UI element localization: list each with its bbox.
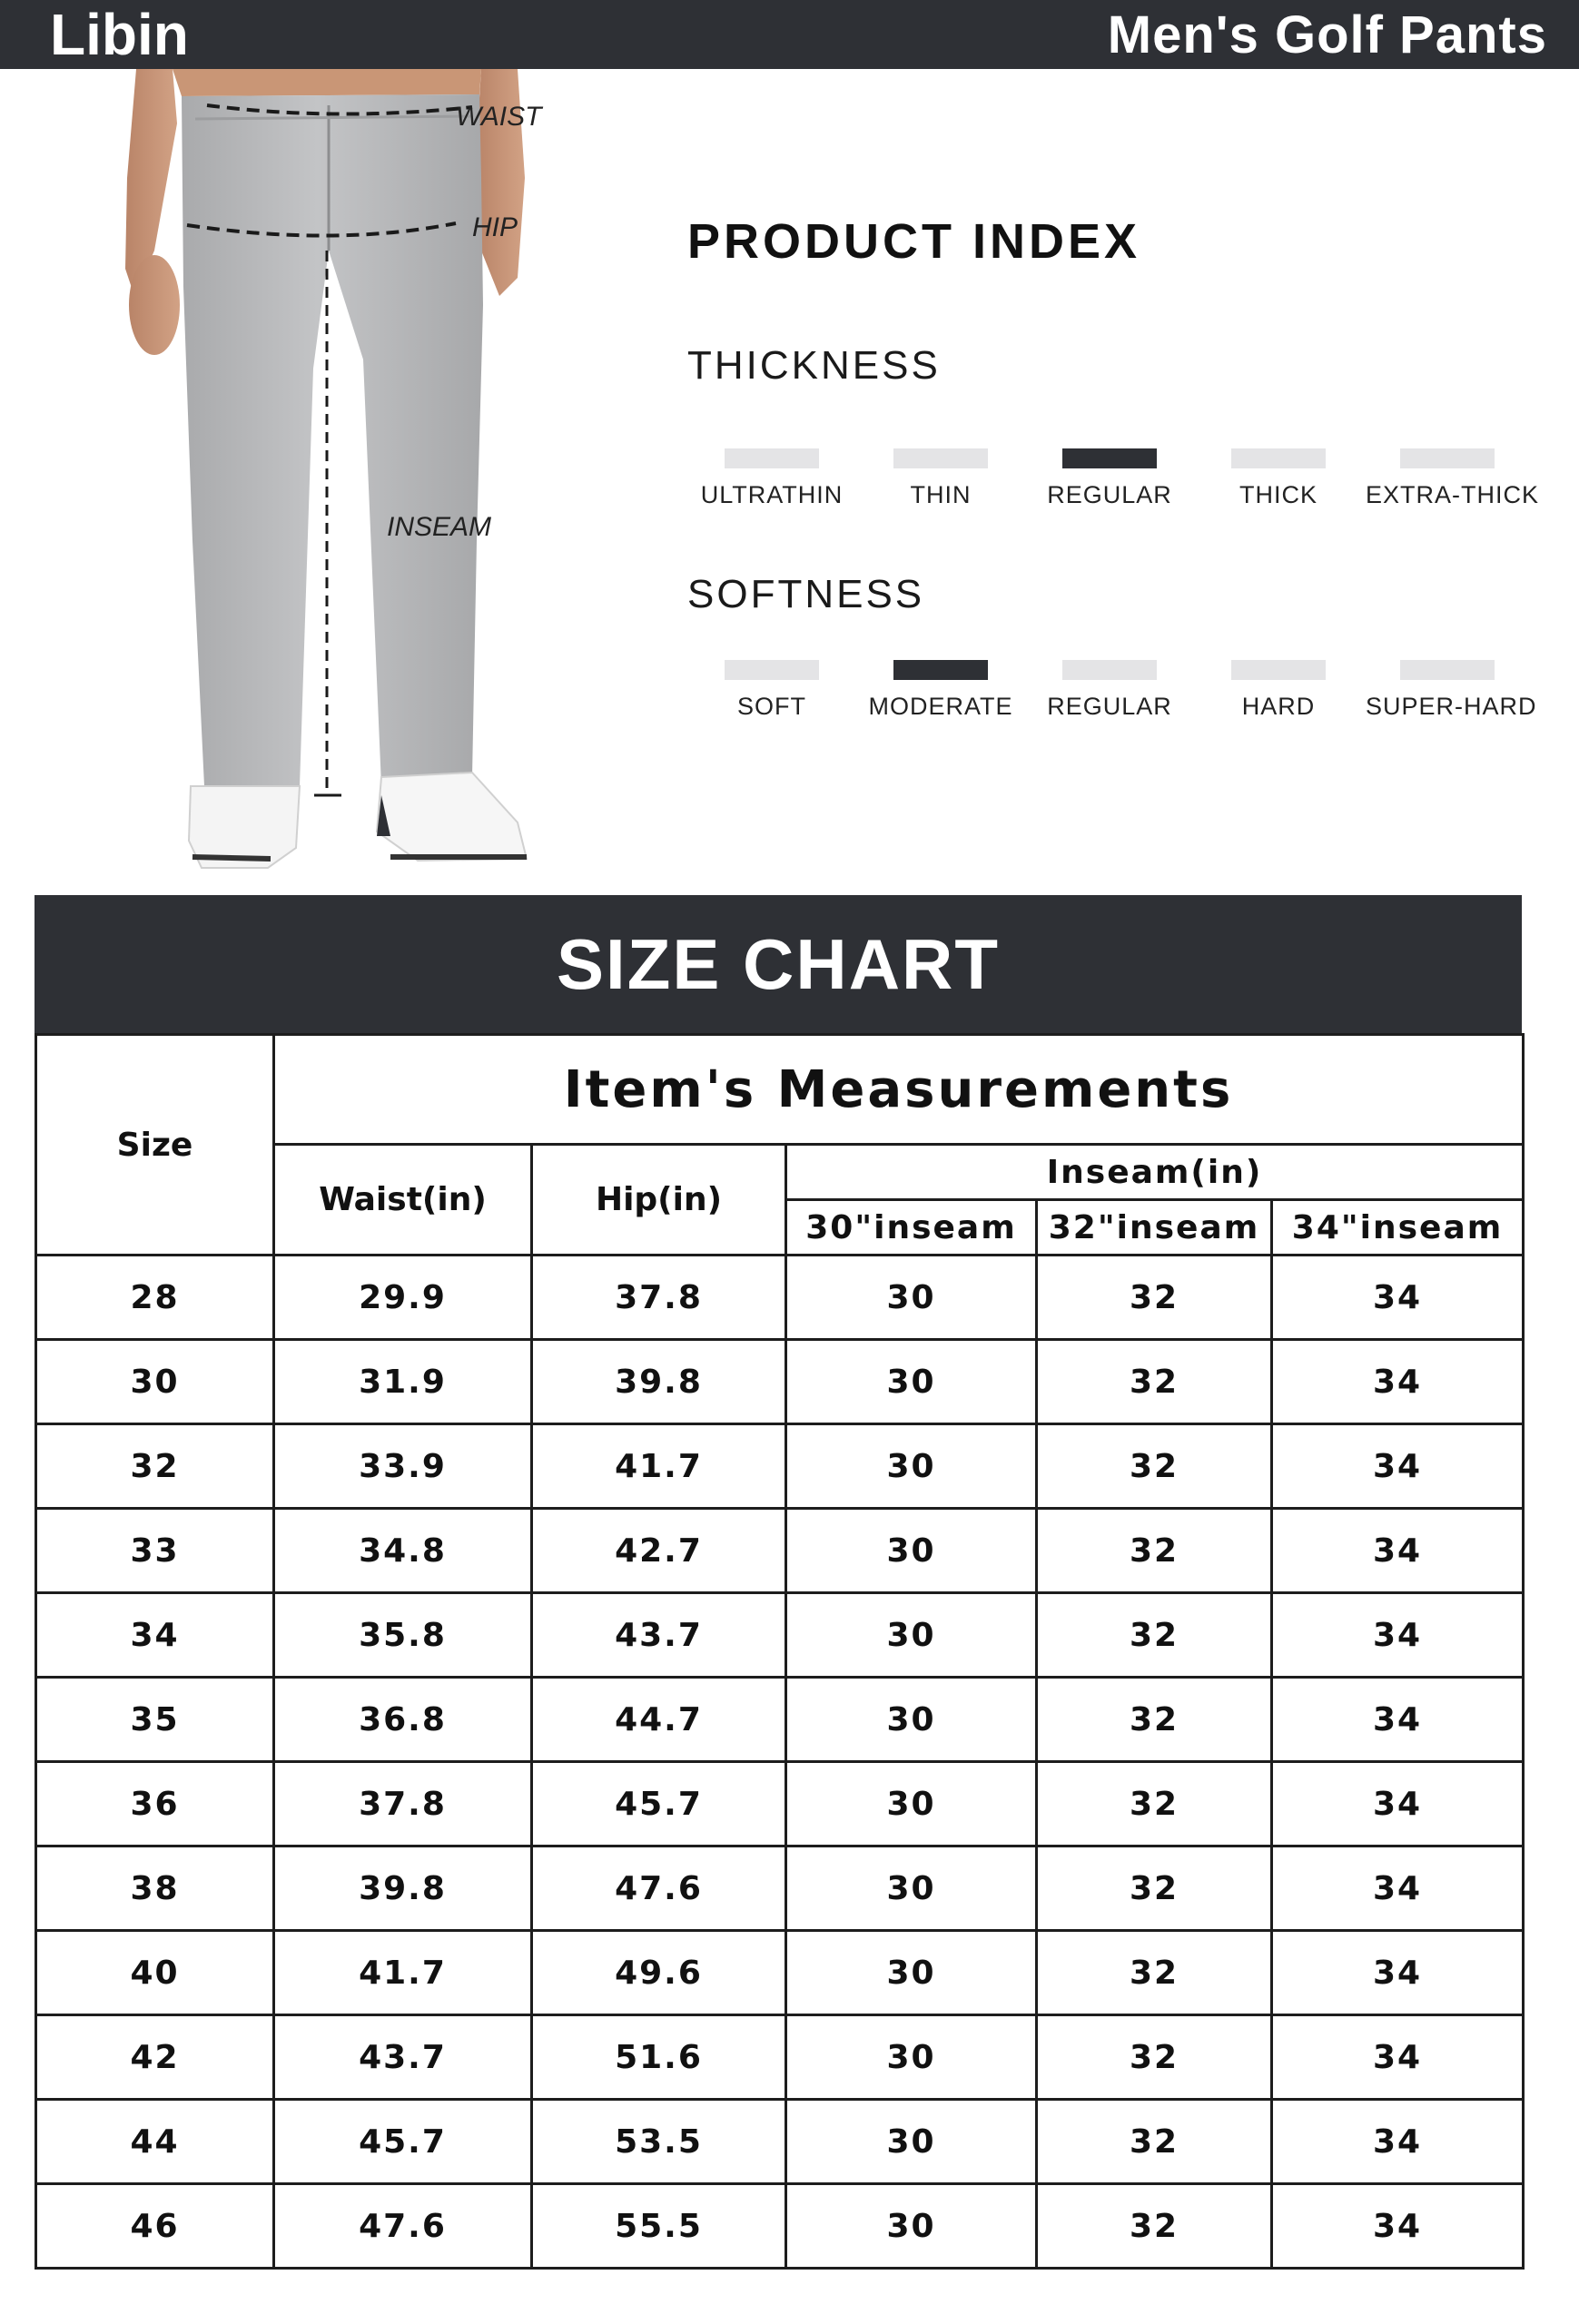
- thickness-option-label: ULTRATHIN: [700, 481, 844, 508]
- size-cell: 42: [36, 2015, 274, 2100]
- inseam-32-cell: 32: [1037, 1256, 1272, 1340]
- inseam-30-cell: 30: [786, 1509, 1037, 1593]
- thickness-level-bar: [893, 448, 988, 468]
- softness-scale: [690, 660, 1544, 742]
- softness-level-bar: [893, 660, 988, 680]
- product-index-title: PRODUCT INDEX: [687, 214, 1141, 269]
- inseam-34-cell: 34: [1272, 1593, 1524, 1678]
- inseam-30-cell: 30: [786, 1762, 1037, 1846]
- size-cell: 33: [36, 1509, 274, 1593]
- thickness-scale: [690, 448, 1544, 530]
- thickness-level-bar: [725, 448, 819, 468]
- size-cell: 44: [36, 2100, 274, 2184]
- size-cell: 35: [36, 1678, 274, 1762]
- waist-label: WAIST: [456, 102, 542, 132]
- waist-cell: 33.9: [274, 1424, 532, 1509]
- inseam-34-cell: 34: [1272, 1762, 1524, 1846]
- table-row: [36, 1509, 1524, 1593]
- inseam-30-cell: 30: [786, 1846, 1037, 1931]
- thickness-option-label: THICK: [1239, 481, 1317, 508]
- inseam-32-cell: 32: [1037, 1931, 1272, 2015]
- softness-level-bar: [1231, 660, 1326, 680]
- inseam-30-cell: 30: [786, 1256, 1037, 1340]
- inseam-34-cell: 34: [1272, 1256, 1524, 1340]
- inseam-30-cell: 30: [786, 2015, 1037, 2100]
- inseam-30-cell: 30: [786, 2184, 1037, 2269]
- softness-title: SOFTNESS: [687, 572, 925, 616]
- inseam-34-cell: 34: [1272, 1678, 1524, 1762]
- softness-option-label: SUPER-HARD: [1366, 693, 1537, 720]
- thickness-level-bar: [1231, 448, 1326, 468]
- hip-cell: 42.7: [532, 1509, 786, 1593]
- hip-cell: 39.8: [532, 1340, 786, 1424]
- inseam-32-header: 32"inseam: [1037, 1200, 1272, 1256]
- inseam-32-cell: 32: [1037, 1509, 1272, 1593]
- table-row: [36, 1678, 1524, 1762]
- inseam-34-cell: 34: [1272, 1846, 1524, 1931]
- table-row: [36, 1593, 1524, 1678]
- thickness-option: [690, 448, 854, 509]
- waist-cell: 47.6: [274, 2184, 532, 2269]
- hip-cell: 43.7: [532, 1593, 786, 1678]
- inseam-30-cell: 30: [786, 1340, 1037, 1424]
- hip-cell: 53.5: [532, 2100, 786, 2184]
- inseam-34-cell: 34: [1272, 1340, 1524, 1424]
- size-cell: 38: [36, 1846, 274, 1931]
- table-row: [36, 1424, 1524, 1509]
- inseam-30-cell: 30: [786, 1593, 1037, 1678]
- softness-option-label: SOFT: [737, 693, 806, 720]
- inseam-30-cell: 30: [786, 2100, 1037, 2184]
- inseam-30-cell: 30: [786, 1424, 1037, 1509]
- inseam-34-cell: 34: [1272, 2015, 1524, 2100]
- waist-cell: 36.8: [274, 1678, 532, 1762]
- hip-cell: 37.8: [532, 1256, 786, 1340]
- hip-cell: 45.7: [532, 1762, 786, 1846]
- size-table-body: [36, 1256, 1524, 2269]
- waist-cell: 43.7: [274, 2015, 532, 2100]
- softness-level-bar: [1062, 660, 1157, 680]
- thickness-option-label: THIN: [910, 481, 972, 508]
- thickness-option: [1366, 448, 1540, 509]
- size-cell: 28: [36, 1256, 274, 1340]
- size-chart: [35, 895, 1522, 2270]
- thickness-option-label: EXTRA-THICK: [1366, 481, 1540, 508]
- inseam-32-cell: 32: [1037, 1424, 1272, 1509]
- inseam-34-cell: 34: [1272, 1424, 1524, 1509]
- hip-cell: 47.6: [532, 1846, 786, 1931]
- inseam-32-cell: 32: [1037, 1340, 1272, 1424]
- size-cell: 36: [36, 1762, 274, 1846]
- table-row: [36, 1931, 1524, 2015]
- softness-option: [1366, 660, 1537, 721]
- size-cell: 32: [36, 1424, 274, 1509]
- inseam-34-header: 34"inseam: [1272, 1200, 1524, 1256]
- thickness-level-bar: [1400, 448, 1495, 468]
- softness-option-label: HARD: [1241, 693, 1316, 720]
- table-row: [36, 1846, 1524, 1931]
- table-row: [36, 2184, 1524, 2269]
- table-row: [36, 1340, 1524, 1424]
- size-cell: 46: [36, 2184, 274, 2269]
- thickness-option: [859, 448, 1022, 509]
- header-bar: [0, 0, 1579, 69]
- size-table: [35, 1033, 1525, 2270]
- table-row: [36, 2100, 1524, 2184]
- inseam-32-cell: 32: [1037, 1846, 1272, 1931]
- inseam-32-cell: 32: [1037, 1762, 1272, 1846]
- size-chart-title: SIZE CHART: [35, 895, 1522, 1033]
- waist-cell: 29.9: [274, 1256, 532, 1340]
- softness-option: [859, 660, 1022, 721]
- inseam-34-cell: 34: [1272, 2184, 1524, 2269]
- thickness-title: THICKNESS: [687, 343, 941, 388]
- waist-cell: 35.8: [274, 1593, 532, 1678]
- softness-level-bar: [1400, 660, 1495, 680]
- size-column-header: Size: [36, 1035, 274, 1256]
- inseam-32-cell: 32: [1037, 2015, 1272, 2100]
- inseam-32-cell: 32: [1037, 1593, 1272, 1678]
- model-figure: [118, 69, 590, 886]
- inseam-30-cell: 30: [786, 1931, 1037, 2015]
- pants-illustration: [118, 69, 590, 886]
- size-cell: 40: [36, 1931, 274, 2015]
- inseam-34-cell: 34: [1272, 1931, 1524, 2015]
- inseam-34-cell: 34: [1272, 1509, 1524, 1593]
- hip-label: HIP: [472, 212, 518, 242]
- softness-option: [690, 660, 854, 721]
- inseam-label: INSEAM: [387, 512, 492, 542]
- hip-cell: 55.5: [532, 2184, 786, 2269]
- product-title: Men's Golf Pants: [1107, 5, 1547, 64]
- waist-cell: 41.7: [274, 1931, 532, 2015]
- inseam-30-header: 30"inseam: [786, 1200, 1037, 1256]
- inseam-32-cell: 32: [1037, 2184, 1272, 2269]
- waist-cell: 45.7: [274, 2100, 532, 2184]
- size-cell: 34: [36, 1593, 274, 1678]
- size-cell: 30: [36, 1340, 274, 1424]
- table-row: [36, 1256, 1524, 1340]
- inseam-group-header: Inseam(in): [786, 1145, 1524, 1200]
- thickness-option-label: REGULAR: [1047, 481, 1172, 508]
- waist-column-header: Waist(in): [274, 1145, 532, 1256]
- hip-column-header: Hip(in): [532, 1145, 786, 1256]
- measurements-header: Item's Measurements: [274, 1035, 1524, 1145]
- softness-level-bar: [725, 660, 819, 680]
- inseam-32-cell: 32: [1037, 1678, 1272, 1762]
- table-row: [36, 2015, 1524, 2100]
- softness-option-label: REGULAR: [1047, 693, 1172, 720]
- inseam-30-cell: 30: [786, 1678, 1037, 1762]
- waist-cell: 37.8: [274, 1762, 532, 1846]
- waist-cell: 39.8: [274, 1846, 532, 1931]
- brand-logo: Libin: [50, 2, 189, 67]
- softness-option-label: MODERATE: [868, 693, 1013, 720]
- inseam-32-cell: 32: [1037, 2100, 1272, 2184]
- softness-option: [1197, 660, 1360, 721]
- table-row: [36, 1762, 1524, 1846]
- hip-cell: 44.7: [532, 1678, 786, 1762]
- thickness-option: [1028, 448, 1191, 509]
- softness-option: [1028, 660, 1191, 721]
- inseam-34-cell: 34: [1272, 2100, 1524, 2184]
- waist-cell: 31.9: [274, 1340, 532, 1424]
- thickness-level-bar: [1062, 448, 1157, 468]
- hip-cell: 49.6: [532, 1931, 786, 2015]
- hip-cell: 41.7: [532, 1424, 786, 1509]
- hip-cell: 51.6: [532, 2015, 786, 2100]
- thickness-option: [1197, 448, 1360, 509]
- waist-cell: 34.8: [274, 1509, 532, 1593]
